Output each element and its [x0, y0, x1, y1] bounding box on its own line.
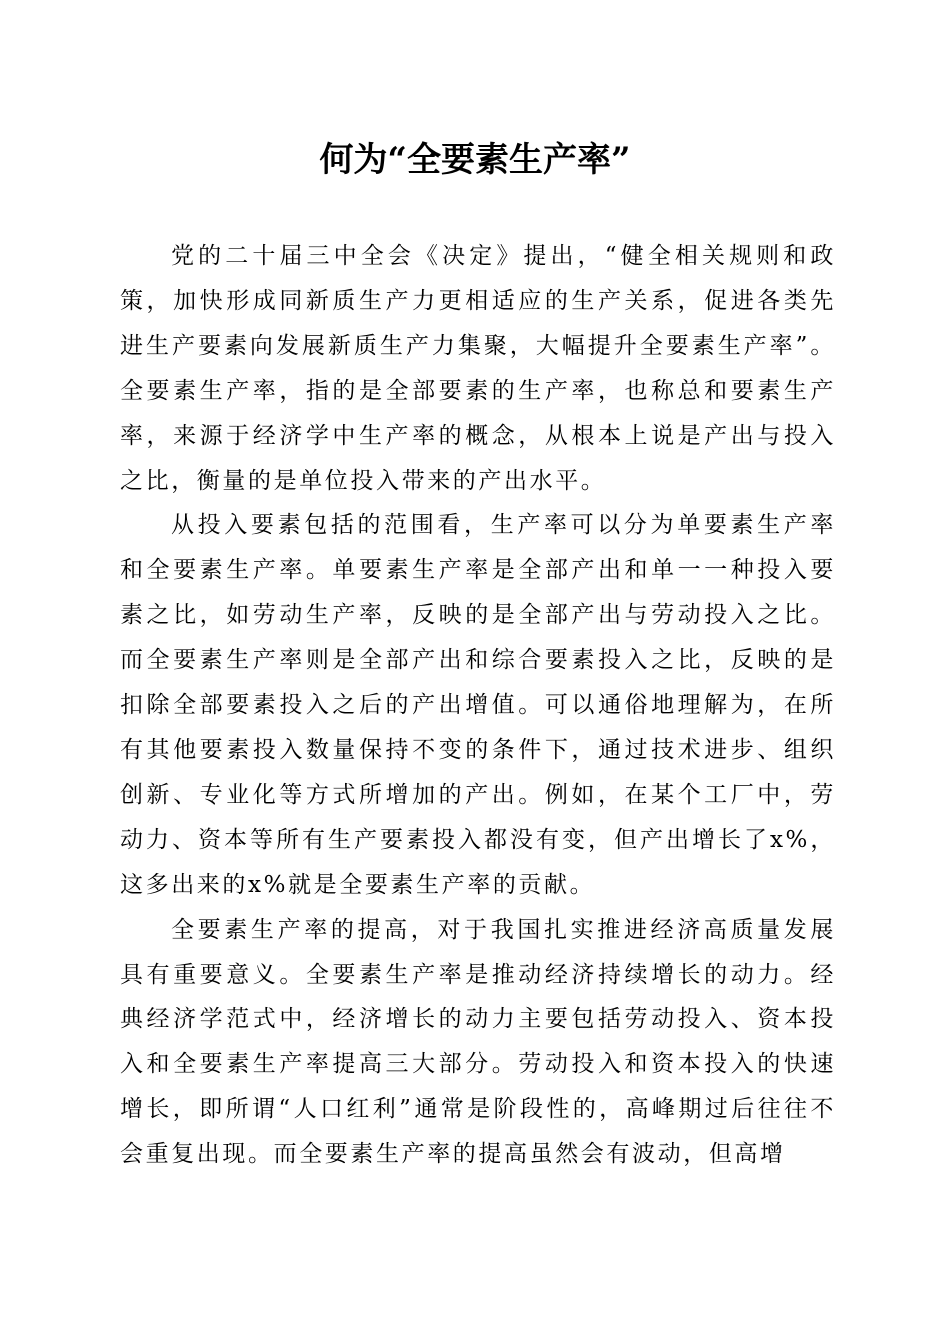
- document-title: 何为“全要素生产率”: [319, 140, 631, 180]
- document-body: [120, 234, 836, 1177]
- paragraph-1: 党的二十届三中全会《决定》提出，“健全相关规则和政策，加快形成同新质生产力更相适应的生产关系，促进各类先进生产要素向发展新质生产力集聚，大幅提升全要素生产率”。全要素生产率，指的是全部要素的生产率，也称总和要素生产率，来源于经济学中生产率的概念，从根本上说是产出与投入之比，衡量的是单位投入带来的产出水平。: [120, 243, 836, 494]
- paragraph-2: 从投入要素包括的范围看，生产率可以分为单要素生产率和全要素生产率。单要素生产率是全部产出和单一一种投入要素之比，如劳动生产率，反映的是全部产出与劳动投入之比。而全要素生产率则是全部产出和综合要素投入之比，反映的是扣除全部要素投入之后的产出增值。可以通俗地理解为，在所有其他要素投入数量保持不变的条件下，通过技术进步、组织创新、专业化等方式所增加的产出。例如，在某个工厂中，劳动力、资本等所有生产要素投入都没有变，但产出增长了x%，这多出来的x%就是全要素生产率的贡献。: [120, 512, 836, 898]
- paragraph-3: 全要素生产率的提高，对于我国扎实推进经济高质量发展具有重要意义。全要素生产率是推动经济持续增长的动力。经典经济学范式中，经济增长的动力主要包括劳动投入、资本投入和全要素生产率提高三大部分。劳动投入和资本投入的快速增长，即所谓“人口红利”通常是阶段性的，高峰期过后往往不会重复出现。而全要素生产率的提高虽然会有波动，但高增: [120, 916, 836, 1168]
